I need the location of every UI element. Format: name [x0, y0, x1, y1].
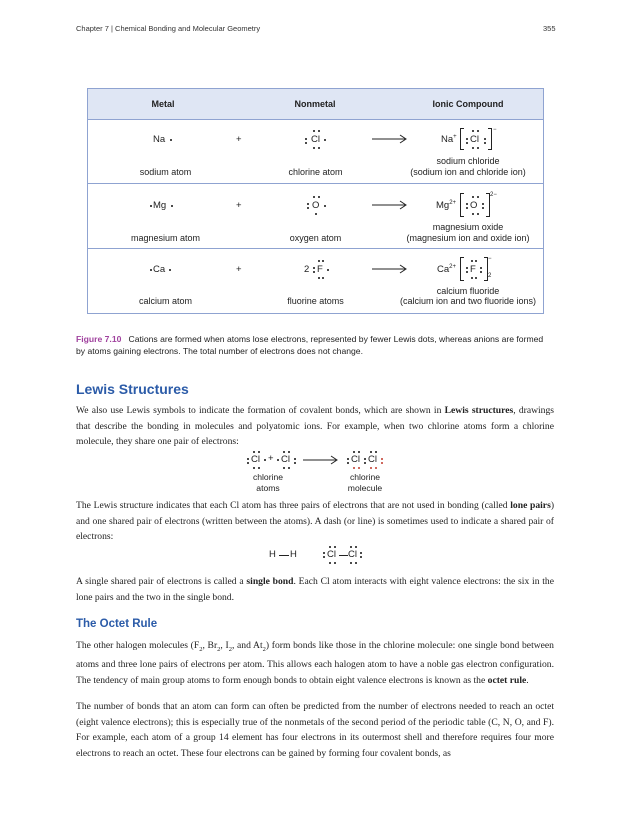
anion-count: 2 [488, 273, 492, 279]
col-header-metal: Metal [151, 99, 175, 109]
metal-name: calcium atom [138, 296, 192, 306]
chlorine-symbol: Cl [327, 549, 336, 560]
nonmetal-symbol: O [312, 200, 320, 211]
figure-text: Cations are formed when atoms lose electrons, represented by fewer Lewis dots, whereas anions are formed by atoms gaining electrons. The total number of electrons does not change. [76, 334, 544, 356]
ionic-compound-table [87, 88, 544, 314]
metal-name: sodium atom [139, 167, 192, 177]
nonmetal-symbol: F [317, 264, 323, 275]
anion-charge: 2− [490, 192, 497, 198]
chlorine-atom-symbol: Cl [368, 454, 377, 465]
running-header: Chapter 7 | Chemical Bonding and Molecular Geometry [76, 24, 261, 33]
plus-sign: + [236, 200, 242, 211]
col-header-nonmetal: Nonmetal [294, 99, 336, 109]
cation: $Ca^{2+}$ [437, 264, 456, 276]
page-number: 355 [543, 24, 556, 33]
bracket-right [488, 128, 492, 150]
bracket-left [460, 257, 464, 281]
bracket-left [460, 193, 464, 217]
label-chlorine-molecule: chlorine molecule [347, 472, 383, 493]
row-divider [88, 248, 543, 249]
compound-desc: (calcium ion and two fluoride ions) [399, 296, 537, 306]
reaction-arrow-icon [372, 200, 408, 210]
compound-desc: (magnesium ion and oxide ion) [406, 233, 530, 243]
nonmetal-symbol: Cl [311, 134, 320, 145]
plus-sign: + [236, 264, 242, 275]
nonmetal-name: fluorine atoms [287, 296, 344, 306]
bracket-left [460, 128, 464, 150]
paragraph: A single shared pair of electrons is called a single bond. Each Cl atom interacts with eight valence electrons: the six in the lone pairs and the two in the single bond. [76, 576, 554, 603]
compound-name: calcium fluoride [436, 286, 500, 296]
nonmetal-name: chlorine atom [288, 167, 343, 177]
hydrogen-symbol: H [269, 549, 276, 560]
compound-name: magnesium oxide [432, 222, 504, 232]
anion-charge: − [493, 127, 497, 133]
paragraph: We also use Lewis symbols to indicate the formation of covalent bonds, which are shown in Lewis structures, drawings that describe the bonding in molecules and polyatomic ions. For example, when two chlorine atoms form a chlorine molecule, they share one pair of electrons: [76, 405, 554, 447]
metal-symbol: Na [153, 134, 166, 145]
reaction-arrow-icon [372, 264, 408, 274]
cation: Na+ [441, 134, 457, 146]
anion-charge: − [488, 256, 492, 262]
paragraph: The other halogen molecules ($F_2$, $Br_2$, $I_2$, and $At_2$) form bonds like those in the chlorine molecule: one single bond between atoms and three lone pairs of electrons per atom. This allows each halogen atom to have a noble gas electron configuration. The tendency of main group atoms to form enough bonds to obtain eight valence electrons is known as the octet rule. [76, 640, 554, 686]
metal-name: magnesium atom [130, 233, 201, 243]
nonmetal-prefix: 2 [304, 264, 310, 275]
paragraph: The number of bonds that an atom can form can often be predicted from the number of electrons needed to reach an octet (eight valence electrons); this is especially true of the nonmetals of the second period of the periodic table (C, N, O, and F). For example, each atom of a group 14 element has four electrons in its outermost shell and therefore requires four more electrons to reach an octet. These four electrons can be gained by forming four covalent bonds, as [76, 701, 554, 759]
figure-caption [76, 333, 554, 357]
plus-sign: + [236, 134, 242, 145]
bond-dash [279, 555, 289, 556]
metal-symbol: Ca [153, 264, 166, 275]
anion-symbol: Cl [470, 134, 479, 145]
hydrogen-symbol: H [290, 549, 297, 560]
compound-name: sodium chloride [436, 156, 500, 166]
bond-dash [339, 555, 348, 556]
chlorine-atom-symbol: Cl [281, 454, 290, 465]
cation: $Mg^{2+}$ [436, 200, 457, 212]
anion-symbol: F [470, 264, 476, 275]
reaction-arrow-icon [372, 134, 408, 144]
nonmetal-name: oxygen atom [289, 233, 342, 243]
row-divider [88, 183, 543, 184]
chlorine-atom-symbol: Cl [251, 454, 260, 465]
chlorine-atom-symbol: Cl [351, 454, 360, 465]
section-heading-octet: The Octet Rule [76, 618, 158, 630]
col-header-ionic: Ionic Compound [432, 99, 504, 109]
paragraph: The Lewis structure indicates that each Cl atom has three pairs of electrons that are not used in bonding (called lone pairs) and one shared pair of electrons (written between the atoms). A dash (or line) is sometimes used to indicate a shared pair of electrons: [76, 500, 555, 542]
table-header [88, 89, 543, 120]
reaction-arrow-icon [303, 455, 339, 465]
metal-symbol: Mg [153, 200, 167, 211]
label-chlorine-atoms: chlorine atoms [252, 472, 284, 493]
chlorine-symbol: Cl [348, 549, 357, 560]
section-heading-lewis: Lewis Structures [76, 381, 189, 397]
anion-symbol: O [470, 200, 478, 211]
figure-label: Figure 7.10 [76, 334, 122, 344]
compound-desc: (sodium ion and chloride ion) [410, 167, 526, 177]
plus-sign: + [268, 453, 274, 464]
